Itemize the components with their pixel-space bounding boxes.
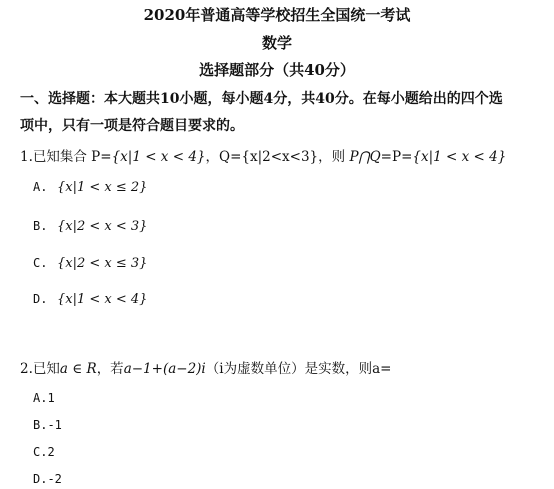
question-1-option-b[interactable] [33, 219, 147, 234]
question-2-option-a[interactable] [33, 391, 55, 405]
option-letter: B. [33, 219, 48, 233]
option-letter: A. [33, 391, 48, 405]
question-2-option-c[interactable] [33, 445, 55, 459]
question-2-prefix: 2.已知 [20, 361, 60, 377]
question-2-condition: a ∈ R [59, 361, 97, 377]
option-text: -2 [47, 472, 62, 486]
part-title: 选择题部分（共40分） [199, 61, 355, 79]
option-text: 2 [47, 445, 55, 459]
question-1-set-p-repeat: {x|1 < x < 4} [412, 149, 507, 165]
question-2-stem [20, 357, 391, 377]
option-letter: D. [33, 472, 48, 486]
option-letter: C. [33, 445, 48, 459]
option-text: -1 [47, 418, 62, 432]
question-2-mid: ，若 [96, 361, 124, 377]
subject-title: 数学 [261, 34, 292, 52]
option-text: {x|2 < x < 3} [57, 219, 148, 234]
option-letter: C. [33, 256, 48, 270]
option-text: {x|1 < x < 4} [57, 292, 148, 307]
option-letter: B. [33, 418, 48, 432]
question-1-set-q: ，Q={x|2<x<3}，则 [205, 149, 346, 165]
question-1-set-p: {x|1 < x < 4} [111, 149, 206, 165]
question-1-answer-side: P= [391, 149, 413, 165]
option-text: {x|2 < x ≤ 3} [57, 256, 148, 271]
question-2-option-b[interactable] [33, 418, 62, 432]
option-text: {x|1 < x ≤ 2} [57, 180, 148, 195]
option-text: 1 [47, 391, 55, 405]
question-2-expression: a−1+(a−2)i [123, 361, 206, 377]
option-letter: D. [33, 292, 48, 306]
question-1-option-c[interactable] [33, 256, 147, 271]
question-1-option-d[interactable] [33, 292, 147, 307]
question-1-option-a[interactable] [33, 180, 147, 195]
section-heading-line2: 项中，只有一项是符合题目要求的。 [20, 118, 244, 134]
question-1-stem [20, 145, 506, 165]
question-2-option-d[interactable] [33, 472, 62, 486]
question-2-suffix: （i为虚数单位）是实数，则a= [205, 361, 392, 377]
section-heading-line1: 一、选择题：本大题共10小题，每小题4分，共40分。在每小题给出的四个选 [20, 91, 503, 107]
option-letter: A. [33, 180, 48, 194]
question-1-prefix: 1.已知集合 P= [20, 149, 112, 165]
question-1-intersection: P⋂Q= [349, 149, 392, 165]
exam-title: 2020年普通高等学校招生全国统一考试 [143, 6, 411, 24]
